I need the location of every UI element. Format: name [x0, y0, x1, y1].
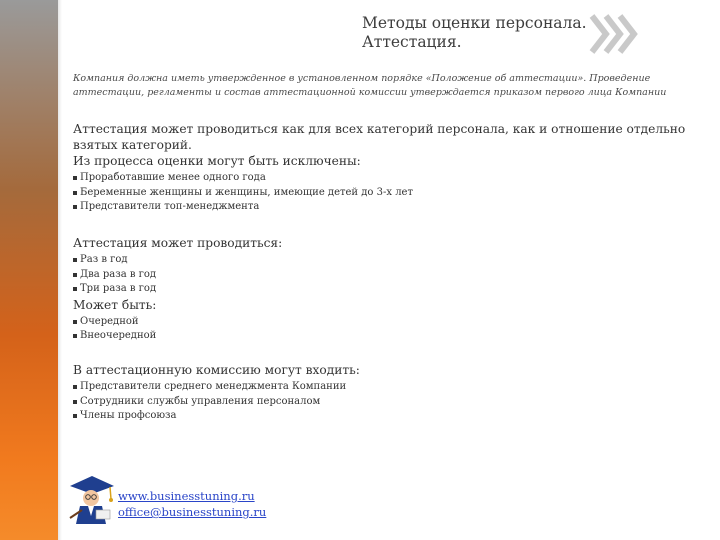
list-item: Сотрудники службы управления персоналом [73, 395, 693, 410]
website-link[interactable]: www.businesstuning.ru [118, 489, 255, 503]
title-line-1: Методы оценки персонала. [362, 14, 587, 32]
section-exclusions [73, 121, 693, 215]
bullet-list [73, 253, 693, 297]
list-item: Проработавшие менее одного года [73, 171, 693, 186]
section-lead: Из процесса оценки могут быть исключены: [73, 154, 361, 168]
list-item: Раз в год [73, 253, 693, 268]
graduate-character-icon [66, 472, 116, 528]
chevrons-icon [586, 12, 642, 56]
section-lead: Может быть: [73, 297, 157, 312]
list-item: Члены профсоюза [73, 409, 693, 424]
section-lead: Аттестация может проводиться как для всех категорий персонала, как и отношение отдельно взятых категорий. [73, 122, 686, 152]
section-frequency [73, 235, 693, 344]
bullet-list [73, 171, 693, 215]
list-item: Два раза в год [73, 268, 693, 283]
bullet-list [73, 380, 693, 424]
sidebar-edge-shadow [58, 0, 62, 540]
list-item: Представители топ-менеджмента [73, 200, 693, 215]
page-title [362, 14, 592, 52]
title-line-2: Аттестация. [362, 33, 462, 51]
list-item: Внеочередной [73, 329, 693, 344]
section-commission [73, 362, 693, 424]
list-item: Представители среднего менеджмента Компании [73, 380, 693, 395]
section-lead: Аттестация может проводиться: [73, 236, 283, 250]
email-link[interactable]: office@businesstuning.ru [118, 505, 267, 519]
decorative-sidebar [0, 0, 58, 540]
list-item: Три раза в год [73, 282, 693, 297]
list-item: Очередной [73, 315, 693, 330]
footer-links [118, 488, 266, 520]
bullet-list [73, 315, 693, 344]
section-lead: В аттестационную комиссию могут входить: [73, 363, 360, 377]
intro-paragraph: Компания должна иметь утвержденное в установленном порядке «Положение об аттестации». Проведение аттестации, регламенты и состав аттестационной комиссии утверждается приказом первого лица Компании [73, 73, 667, 98]
list-item: Беременные женщины и женщины, имеющие детей до 3-х лет [73, 186, 693, 201]
